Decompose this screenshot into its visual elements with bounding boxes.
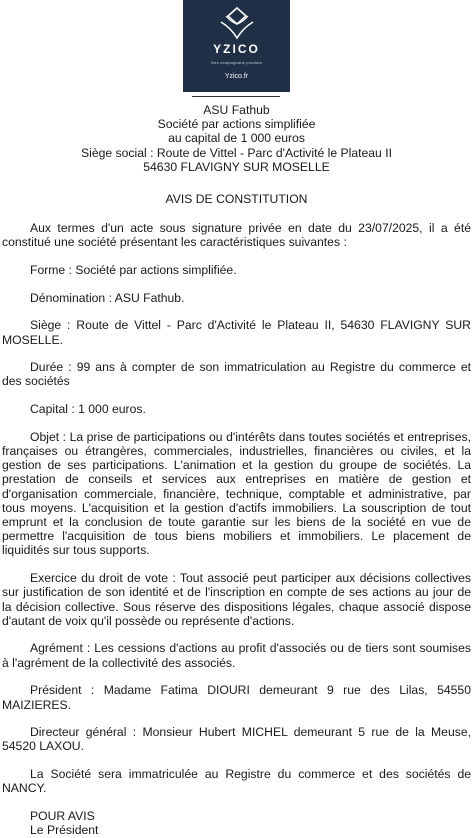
- logo-tagline: Des compagnons proches: [211, 60, 262, 65]
- company-capital: au capital de 1 000 euros: [168, 131, 305, 146]
- seat-paragraph: Siège : Route de Vittel - Parc d'Activité le Plateau II, 54630 FLAVIGNY SUR MOSELLE.: [2, 318, 471, 347]
- purpose-paragraph: Objet : La prise de participations ou d'intérêts dans toutes sociétés et entreprises, françaises ou étrangères, commerciales, industrielles, financières ou civiles, et la gestion de ses participations. L'animation et la gestion du groupe de sociétés. La prestation de conseils et services aux entreprises en matière de gestion et d'organisation commerciale, financière, technique, comptable et administrative, par tous moyens. L'acquisition et la gestion d'actifs immobiliers. La souscription de tout emprunt et la conclusion de toute garantie sur les biens de la société en vue de permettre l'acquisition de tous biens mobiliers et immobiliers. Le placement de liquidités sur tous supports.: [2, 429, 471, 558]
- company-form: Société par actions simplifiée: [157, 117, 316, 132]
- logo-brand: YZICO: [213, 42, 260, 56]
- company-city: 54630 FLAVIGNY SUR MOSELLE: [143, 159, 330, 174]
- approval-paragraph: Agrément : Les cessions d'actions au profit d'associés ou de tiers sont soumises à l'agrément de la collectivité des associés.: [2, 641, 471, 670]
- yzico-logo: [183, 0, 290, 92]
- notice-title: AVIS DE CONSTITUTION: [165, 192, 308, 206]
- intro-paragraph: Aux termes d'un acte sous signature privée en date du 23/07/2025, il a été constitué une société présentant les caractéristiques suivantes :: [2, 221, 471, 250]
- closing-line-2: Le Président: [30, 823, 99, 838]
- voting-paragraph: Exercice du droit de vote : Tout associé peut participer aux décisions collectives sur justification de son identité et de l'inscription en compte de ses actions au jour de la décision collective. Sous réserve des dispositions légales, chaque associé dispose d'autant de voix qu'il possède ou représente d'actions.: [2, 571, 471, 628]
- closing-line-1: POUR AVIS: [30, 809, 95, 824]
- capital-paragraph: Capital : 1 000 euros.: [30, 402, 146, 417]
- logo-site: Yzico.fr: [224, 73, 249, 80]
- header-divider: [192, 96, 280, 97]
- registration-paragraph: La Société sera immatriculée au Registre du commerce et des sociétés de NANCY.: [2, 767, 471, 796]
- form-paragraph: Forme : Société par actions simplifiée.: [30, 262, 237, 277]
- director-paragraph: Directeur général : Monsieur Hubert MICHEL demeurant 5 rue de la Meuse, 54520 LAXOU.: [2, 725, 471, 754]
- company-header: [0, 103, 473, 174]
- duration-paragraph: Durée : 99 ans à compter de son immatriculation au Registre du commerce et des sociétés: [2, 360, 471, 389]
- yzico-emblem-icon: [217, 4, 257, 40]
- notice-body: [2, 221, 471, 838]
- name-paragraph: Dénomination : ASU Fathub.: [30, 290, 185, 305]
- president-paragraph: Président : Madame Fatima DIOURI demeurant 9 rue des Lilas, 54550 MAIZIERES.: [2, 683, 471, 712]
- company-seat: Siège social : Route de Vittel - Parc d'Activité le Plateau II: [80, 145, 392, 160]
- company-name: ASU Fathub: [203, 103, 270, 117]
